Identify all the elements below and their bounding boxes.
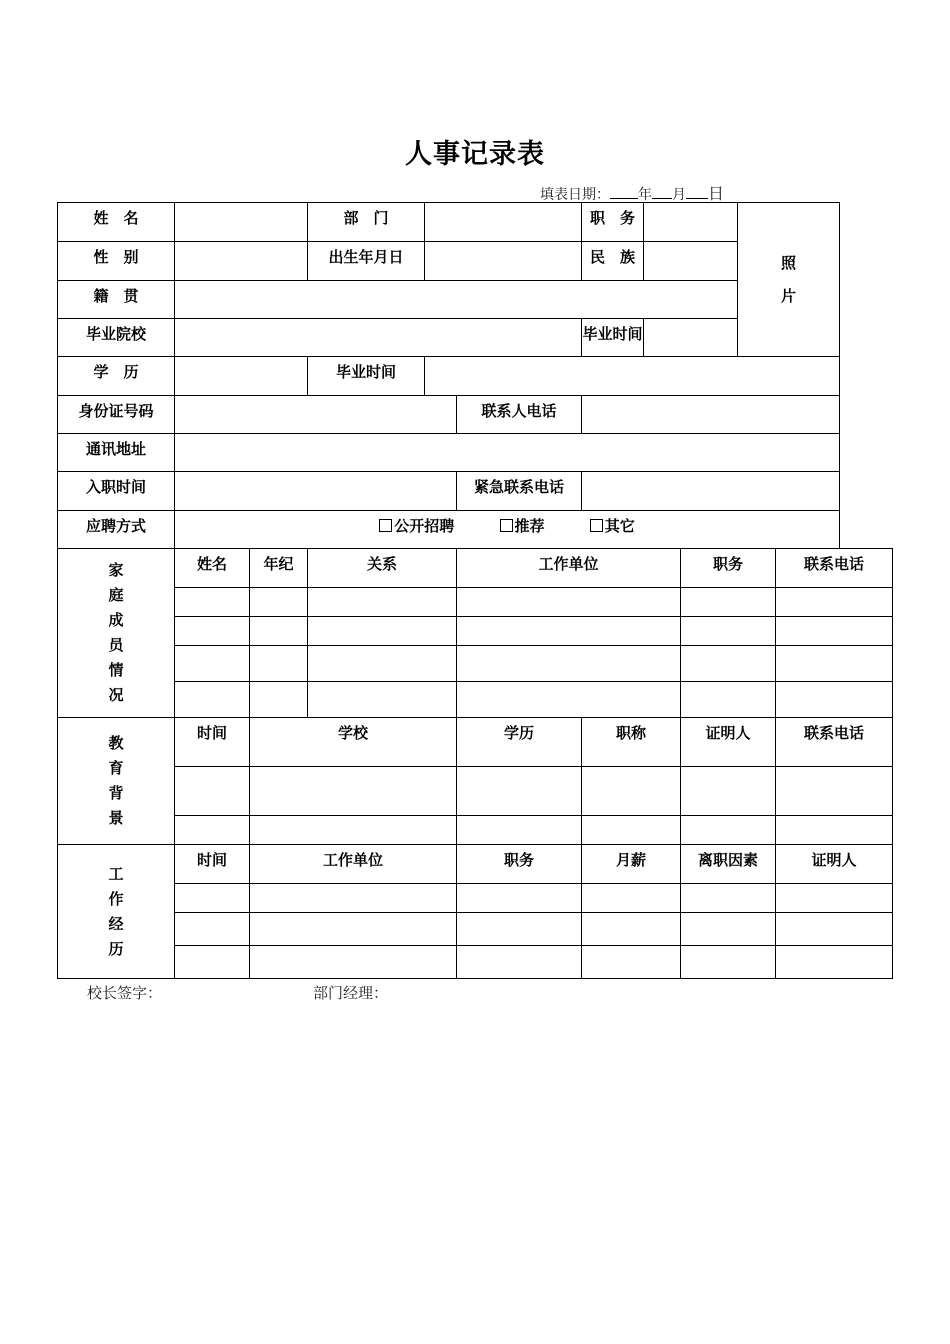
checkbox[interactable] <box>379 519 392 532</box>
contact-phone-field[interactable] <box>582 396 840 434</box>
table-cell[interactable] <box>250 617 308 646</box>
principal-signature-label: 校长签字： <box>87 984 163 1002</box>
name-label: 姓名 <box>58 203 175 242</box>
table-cell[interactable] <box>175 946 250 979</box>
origin-field[interactable] <box>175 281 738 319</box>
table-cell[interactable] <box>681 682 776 718</box>
id-number-label: 身份证号码 <box>58 396 175 434</box>
table-row <box>58 884 893 913</box>
option-other[interactable]: 其它 <box>590 517 635 535</box>
table-cell[interactable] <box>457 682 681 718</box>
checkbox[interactable] <box>500 519 513 532</box>
table-cell[interactable] <box>175 913 250 946</box>
table-cell[interactable] <box>681 913 776 946</box>
table-row <box>58 646 893 682</box>
table-cell[interactable] <box>457 884 582 913</box>
row-id <box>58 396 893 434</box>
table-cell[interactable] <box>457 617 681 646</box>
grad-time-field[interactable] <box>644 319 738 357</box>
address-field[interactable] <box>175 434 840 472</box>
recruit-options <box>175 511 840 549</box>
origin-label: 籍贯 <box>58 281 175 319</box>
row-education <box>58 357 893 396</box>
table-cell[interactable] <box>776 767 893 816</box>
family-col-position: 职务 <box>681 549 776 588</box>
personnel-form <box>57 202 893 979</box>
education-field[interactable] <box>175 357 308 396</box>
table-cell[interactable] <box>457 913 582 946</box>
education-header-row <box>58 718 893 767</box>
table-cell[interactable] <box>175 617 250 646</box>
table-cell[interactable] <box>175 646 250 682</box>
id-number-field[interactable] <box>175 396 457 434</box>
family-col-name: 姓名 <box>175 549 250 588</box>
family-col-age: 年纪 <box>250 549 308 588</box>
table-cell[interactable] <box>308 646 457 682</box>
table-cell[interactable] <box>582 816 681 845</box>
position-field[interactable] <box>644 203 738 242</box>
table-cell[interactable] <box>582 946 681 979</box>
education-label: 学历 <box>58 357 175 396</box>
option-public[interactable]: 公开招聘 <box>379 517 454 535</box>
dept-manager-label: 部门经理： <box>313 984 389 1002</box>
emergency-phone-label: 紧急联系电话 <box>457 472 582 511</box>
photo-label: 照片 <box>781 253 797 305</box>
table-cell[interactable] <box>250 588 308 617</box>
table-cell[interactable] <box>250 682 308 718</box>
table-cell[interactable] <box>776 588 893 617</box>
school-label: 毕业院校 <box>58 319 175 357</box>
year-label: 年 <box>638 187 652 203</box>
table-cell[interactable] <box>776 884 893 913</box>
edu-col-title: 职称 <box>582 718 681 767</box>
row-recruit <box>58 511 893 549</box>
birth-field[interactable] <box>425 242 582 281</box>
grad-time-label: 毕业时间 <box>582 319 644 357</box>
recruit-label: 应聘方式 <box>58 511 175 549</box>
work-col-reason: 离职因素 <box>681 845 776 884</box>
table-cell[interactable] <box>457 816 582 845</box>
table-cell[interactable] <box>250 946 457 979</box>
table-cell[interactable] <box>250 767 457 816</box>
table-row <box>58 816 893 845</box>
table-cell[interactable] <box>776 646 893 682</box>
education-section-label: 教育背景 <box>58 718 175 845</box>
photo-box[interactable] <box>738 203 840 357</box>
work-col-time: 时间 <box>175 845 250 884</box>
row-address <box>58 434 893 472</box>
work-header-row <box>58 845 893 884</box>
family-col-employer: 工作单位 <box>457 549 681 588</box>
table-cell[interactable] <box>457 767 582 816</box>
table-cell[interactable] <box>681 617 776 646</box>
table-cell[interactable] <box>681 767 776 816</box>
table-row <box>58 913 893 946</box>
table-cell[interactable] <box>308 588 457 617</box>
position-label: 职务 <box>582 203 644 242</box>
table-cell[interactable] <box>175 884 250 913</box>
table-cell[interactable] <box>582 913 681 946</box>
table-cell[interactable] <box>250 884 457 913</box>
table-cell[interactable] <box>457 588 681 617</box>
table-cell[interactable] <box>175 588 250 617</box>
school-field[interactable] <box>175 319 582 357</box>
table-cell[interactable] <box>582 884 681 913</box>
edu-col-reference: 证明人 <box>681 718 776 767</box>
table-cell[interactable] <box>250 646 308 682</box>
work-col-position: 职务 <box>457 845 582 884</box>
family-col-phone: 联系电话 <box>776 549 893 588</box>
dept-label: 部门 <box>308 203 425 242</box>
grad-time2-field[interactable] <box>425 357 840 396</box>
table-row <box>58 946 893 979</box>
work-col-reference: 证明人 <box>776 845 893 884</box>
table-cell[interactable] <box>308 617 457 646</box>
table-cell[interactable] <box>250 816 457 845</box>
year-blank[interactable] <box>610 186 638 199</box>
month-blank[interactable] <box>652 186 672 199</box>
hire-date-field[interactable] <box>175 472 457 511</box>
row-name <box>58 203 893 242</box>
contact-phone-label: 联系人电话 <box>457 396 582 434</box>
table-cell[interactable] <box>250 913 457 946</box>
fill-date-label: 填表日期： <box>540 187 610 203</box>
day-blank[interactable] <box>686 186 708 199</box>
table-row <box>58 767 893 816</box>
grad-time2-label: 毕业时间 <box>308 357 425 396</box>
ethnicity-field[interactable] <box>644 242 738 281</box>
gender-field[interactable] <box>175 242 308 281</box>
hire-date-label: 入职时间 <box>58 472 175 511</box>
edu-col-school: 学校 <box>250 718 457 767</box>
fill-date <box>540 181 724 204</box>
table-cell[interactable] <box>681 646 776 682</box>
ethnicity-label: 民族 <box>582 242 644 281</box>
table-cell[interactable] <box>175 816 250 845</box>
family-col-relation: 关系 <box>308 549 457 588</box>
edu-col-phone: 联系电话 <box>776 718 893 767</box>
page-title: 人事记录表 <box>405 139 545 170</box>
table-cell[interactable] <box>681 588 776 617</box>
table-cell[interactable] <box>681 816 776 845</box>
address-label: 通讯地址 <box>58 434 175 472</box>
table-row <box>58 617 893 646</box>
table-row <box>58 588 893 617</box>
table-cell[interactable] <box>776 617 893 646</box>
table-cell[interactable] <box>681 946 776 979</box>
month-label: 月 <box>672 187 686 203</box>
option-referral[interactable]: 推荐 <box>500 517 545 535</box>
table-cell[interactable] <box>776 946 893 979</box>
gender-label: 性别 <box>58 242 175 281</box>
table-cell[interactable] <box>308 682 457 718</box>
table-cell[interactable] <box>776 682 893 718</box>
table-cell[interactable] <box>457 946 582 979</box>
emergency-phone-field[interactable] <box>582 472 840 511</box>
work-col-salary: 月薪 <box>582 845 681 884</box>
table-cell[interactable] <box>776 816 893 845</box>
table-cell[interactable] <box>681 884 776 913</box>
table-cell[interactable] <box>175 682 250 718</box>
work-section-label: 工作经历 <box>58 845 175 979</box>
dept-field[interactable] <box>425 203 582 242</box>
table-cell[interactable] <box>175 767 250 816</box>
day-label: 日 <box>708 184 725 203</box>
row-hire <box>58 472 893 511</box>
table-row <box>58 682 893 718</box>
birth-label: 出生年月日 <box>308 242 425 281</box>
edu-col-time: 时间 <box>175 718 250 767</box>
table-cell[interactable] <box>457 646 681 682</box>
family-section-label: 家庭成员情况 <box>58 549 175 718</box>
family-header-row <box>58 549 893 588</box>
name-field[interactable] <box>175 203 308 242</box>
table-cell[interactable] <box>582 767 681 816</box>
checkbox[interactable] <box>590 519 603 532</box>
edu-col-degree: 学历 <box>457 718 582 767</box>
table-cell[interactable] <box>776 913 893 946</box>
work-col-employer: 工作单位 <box>250 845 457 884</box>
